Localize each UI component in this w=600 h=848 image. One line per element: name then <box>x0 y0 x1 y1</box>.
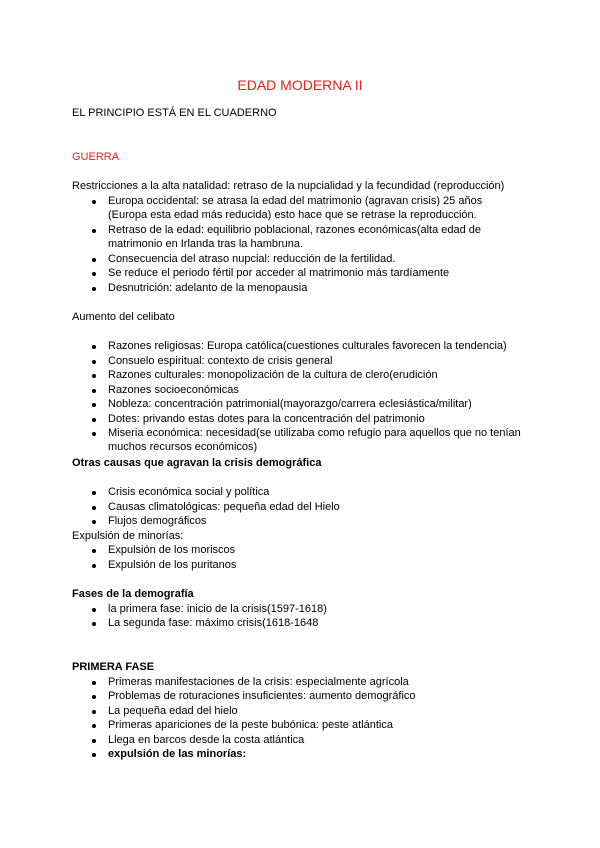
bullet-icon <box>92 608 96 612</box>
list-item: Crisis económica social y política <box>108 486 270 498</box>
bullet-icon <box>92 389 96 393</box>
bullet-icon <box>92 403 96 407</box>
list-item: Problemas de roturaciones insuficientes: aumento demográfico <box>108 690 416 702</box>
list-item: Flujos demográficos <box>108 515 207 527</box>
list-item: Desnutrición: adelanto de la menopausia <box>108 282 308 294</box>
bullet-icon <box>92 200 96 204</box>
list-item-continuation: matrimonio en Irlanda tras la hambruna. <box>108 238 304 250</box>
list-item: Primeras manifestaciones de la crisis: especialmente agrícola <box>108 676 409 688</box>
expulsion-heading: Expulsión de minorías: <box>72 530 184 542</box>
list-item: Consecuencia del atraso nupcial: reducción de la fertilidad. <box>108 253 396 265</box>
list-item: Causas climatológicas: pequeña edad del Hielo <box>108 501 340 513</box>
bullet-icon <box>92 360 96 364</box>
fases-heading: Fases de la demografía <box>72 588 194 600</box>
bullet-icon <box>92 418 96 422</box>
bullet-icon <box>92 695 96 699</box>
list-item: Nobleza: concentración patrimonial(mayorazgo/carrera eclesiástica/militar) <box>108 398 472 410</box>
list-item: Llega en barcos desde la costa atlántica <box>108 734 305 746</box>
intro-note: EL PRINCIPIO ESTÁ EN EL CUADERNO <box>72 107 277 119</box>
bullet-icon <box>92 739 96 743</box>
section-heading-guerra: GUERRA <box>72 151 120 163</box>
list-item: Expulsión de los puritanos <box>108 559 237 571</box>
list-item: Dotes: privando estas dotes para la concentración del patrimonio <box>108 413 425 425</box>
bullet-icon <box>92 272 96 276</box>
celibato-heading: Aumento del celibato <box>72 311 175 323</box>
list-item: Retraso de la edad: equilibrio poblacional, razones económicas(alta edad de <box>108 224 482 236</box>
list-item: expulsión de las minorías: <box>108 748 247 760</box>
bullet-icon <box>92 622 96 626</box>
restricciones-heading: Restricciones a la alta natalidad: retraso de la nupcialidad y la fecundidad (reproducción) <box>72 180 505 192</box>
bullet-icon <box>92 229 96 233</box>
list-item: Europa occidental: se atrasa la edad del matrimonio (agravan crisis) 25 años <box>108 195 483 207</box>
list-item: Expulsión de los moriscos <box>108 544 236 556</box>
document-title: EDAD MODERNA II <box>237 77 363 93</box>
list-item: La pequeña edad del hielo <box>108 705 238 717</box>
list-item-continuation: (Europa esta edad más reducida) esto hace que se retrase la reproducción. <box>108 209 477 221</box>
bullet-icon <box>92 287 96 291</box>
bullet-icon <box>92 681 96 685</box>
bullet-icon <box>92 724 96 728</box>
list-item: Primeras apariciones de la peste bubónica: peste atlántica <box>108 719 393 731</box>
list-item: la primera fase: inicio de la crisis(1597-1618) <box>108 603 327 615</box>
bullet-icon <box>92 258 96 262</box>
bullet-icon <box>92 753 96 757</box>
otras-causas-heading: Otras causas que agravan la crisis demográfica <box>72 457 322 469</box>
list-item: Se reduce el periodo fértil por acceder al matrimonio más tardíamente <box>108 267 450 279</box>
bullet-icon <box>92 520 96 524</box>
bullet-icon <box>92 549 96 553</box>
bullet-icon <box>92 374 96 378</box>
bullet-icon <box>92 345 96 349</box>
primera-fase-heading: PRIMERA FASE <box>72 661 155 673</box>
list-item: Razones culturales: monopolización de la cultura de clero(erudición <box>108 369 438 381</box>
bullet-icon <box>92 491 96 495</box>
bullet-icon <box>92 710 96 714</box>
list-item: Consuelo espiritual: contexto de crisis general <box>108 355 333 367</box>
list-item: Razones socioeconómicas <box>108 384 239 396</box>
list-item: Miseria económica: necesidad(se utilizaba como refugio para aquellos que no tenían <box>108 427 521 439</box>
bullet-icon <box>92 506 96 510</box>
list-item-continuation: muchos recursos económicos) <box>108 441 258 453</box>
list-item: La segunda fase: máximo crisis(1618-1648 <box>108 617 319 629</box>
bullet-icon <box>92 432 96 436</box>
bullet-icon <box>92 564 96 568</box>
list-item: Razones religiosas: Europa católica(cuestiones culturales favorecen la tendencia) <box>108 340 507 352</box>
